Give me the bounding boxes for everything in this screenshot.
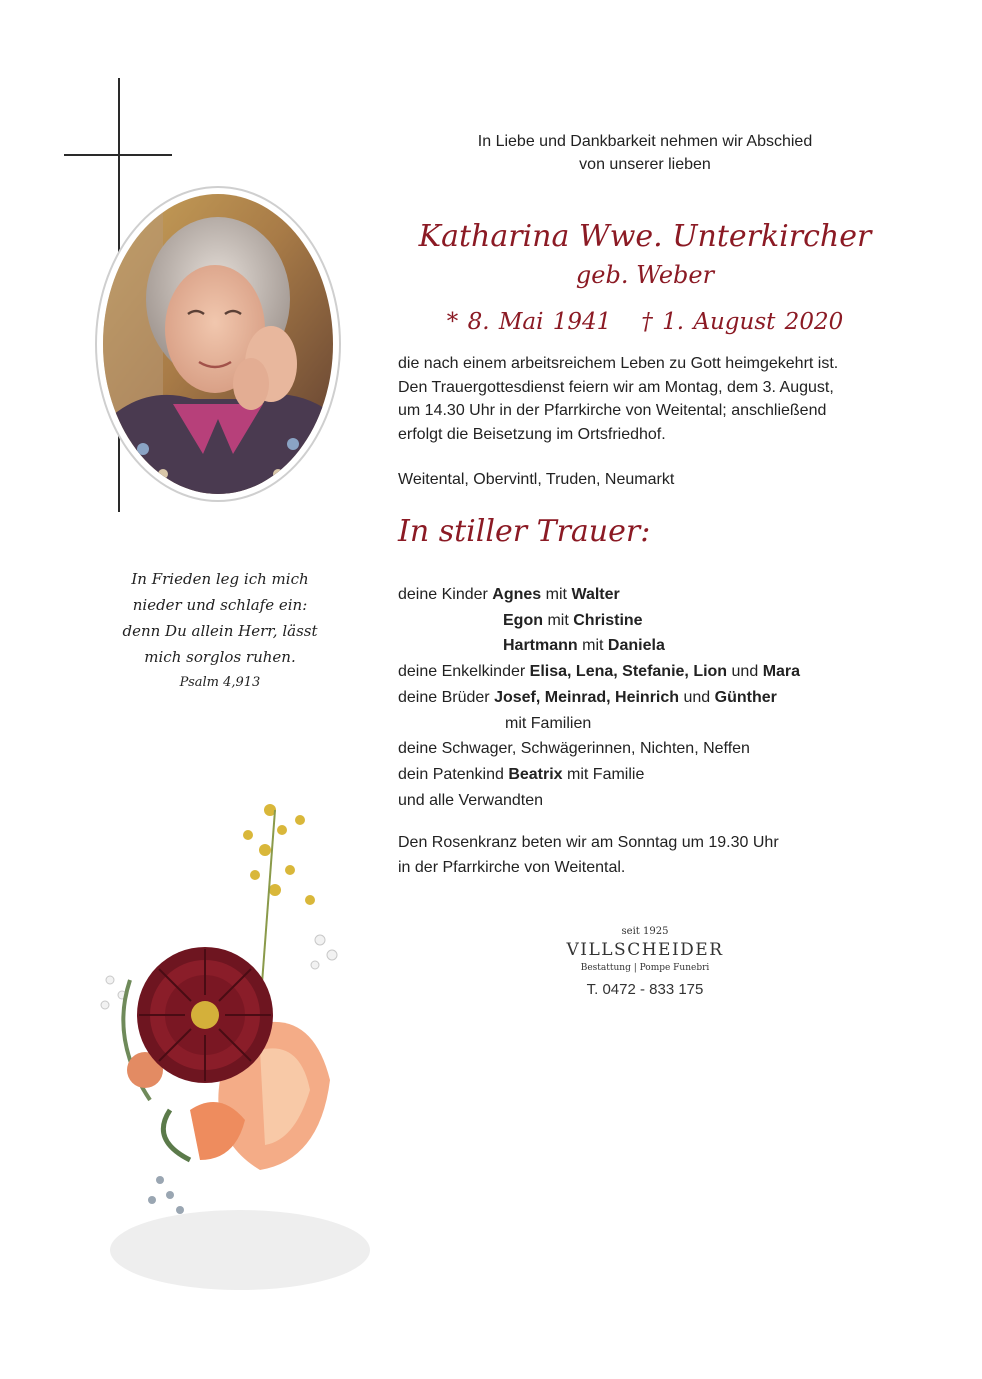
- birth-date: * 8. Mai 1941: [446, 309, 612, 335]
- enkel-und: und: [731, 663, 759, 681]
- undertaker-block: [545, 925, 745, 1001]
- psalm-line: In Frieden leg ich mich: [131, 570, 309, 588]
- undertaker-phone: T. 0472 - 833 175: [586, 981, 704, 998]
- portrait-frame: [95, 186, 341, 502]
- paten-prefix: dein Patenkind: [398, 765, 504, 783]
- death-date: † 1. August 2020: [641, 309, 844, 335]
- brueder-und: und: [683, 688, 711, 706]
- enkel-prefix: deine Enkelkinder: [398, 663, 526, 681]
- announcement-text: [398, 352, 908, 446]
- family-row-paten: [398, 762, 918, 788]
- undertaker-subtitle: Bestattung | Pompe Funebri: [580, 963, 710, 973]
- rosary-line: in der Pfarrkirche von Weitental.: [398, 859, 626, 876]
- child-partner: Walter: [571, 586, 620, 603]
- kinder-prefix: deine Kinder: [398, 586, 488, 603]
- grandchild-name: Stefanie,: [622, 663, 689, 681]
- undertaker-since: seit 1925: [621, 926, 669, 937]
- portrait-photo: [103, 194, 333, 494]
- intro-line: In Liebe und Dankbarkeit nehmen wir Abschied: [477, 133, 813, 150]
- family-row-kinder: [398, 608, 918, 634]
- life-dates: [380, 306, 910, 338]
- brueder-prefix: deine Brüder: [398, 688, 490, 706]
- family-row-schwager: deine Schwager, Schwägerinnen, Nichten, Neffen: [398, 740, 750, 758]
- cross-horizontal-bar: [64, 154, 172, 156]
- intro-text: [400, 130, 890, 176]
- child-sep: mit: [547, 611, 569, 629]
- brother-name: Günther: [714, 688, 777, 706]
- godchild-name: Beatrix: [508, 765, 563, 783]
- brother-name: Heinrich: [615, 688, 680, 706]
- mourning-heading: In stiller Trauer:: [398, 514, 651, 549]
- child-partner: Christine: [573, 611, 643, 629]
- deceased-maiden-name: geb. Weber: [575, 261, 715, 289]
- child-name: Egon: [503, 611, 543, 629]
- child-sep: mit: [582, 637, 604, 655]
- announcement-line: Den Trauergottesdienst feiern wir am Montag, dem 3. August,: [398, 378, 834, 396]
- psalm-line: denn Du allein Herr, lässt: [122, 622, 318, 640]
- grandchild-name: Mara: [762, 663, 801, 681]
- family-row-verwandte: und alle Verwandten: [398, 791, 543, 809]
- announcement-line: um 14.30 Uhr in der Pfarrkirche von Weitental; anschließend: [398, 402, 827, 419]
- psalm-line: mich sorglos ruhen.: [144, 648, 296, 666]
- announcement-line: die nach einem arbeitsreichem Leben zu Gott heimgekehrt ist.: [398, 355, 839, 372]
- paten-suffix: mit Familie: [567, 765, 645, 783]
- announcement-line: erfolgt die Beisetzung im Ortsfriedhof.: [398, 425, 666, 443]
- child-partner: Daniela: [607, 637, 665, 655]
- grandchild-name: Elisa,: [529, 663, 572, 681]
- rosary-line: Den Rosenkranz beten wir am Sonntag um 19.30 Uhr: [398, 834, 779, 851]
- brother-name: Josef,: [494, 688, 541, 706]
- brother-name: Meinrad,: [544, 688, 611, 706]
- places-line: Weitental, Obervintl, Truden, Neumarkt: [398, 471, 675, 488]
- family-row-brueder-suffix: mit Familien: [505, 714, 592, 732]
- family-row-kinder: [398, 633, 918, 659]
- child-sep: mit: [545, 586, 567, 603]
- child-name: Hartmann: [503, 637, 578, 655]
- grandchild-name: Lena,: [575, 663, 618, 681]
- flower-bouquet-image: [70, 780, 400, 1310]
- psalm-reference: Psalm 4,913: [179, 675, 261, 690]
- psalm-quote: [95, 566, 345, 696]
- intro-line: von unserer lieben: [579, 156, 711, 173]
- family-row-enkel: [398, 659, 918, 685]
- family-row-brueder: [398, 685, 918, 711]
- grandchild-name: Lion: [693, 663, 728, 681]
- rosary-text: [398, 830, 918, 880]
- psalm-line: nieder und schlafe ein:: [132, 596, 308, 614]
- family-row-kinder: [398, 582, 918, 608]
- deceased-name: Katharina Wwe. Unterkircher: [418, 219, 872, 254]
- undertaker-logo: VILLSCHEIDER: [566, 940, 724, 960]
- family-list: [398, 582, 918, 813]
- child-name: Agnes: [492, 586, 542, 603]
